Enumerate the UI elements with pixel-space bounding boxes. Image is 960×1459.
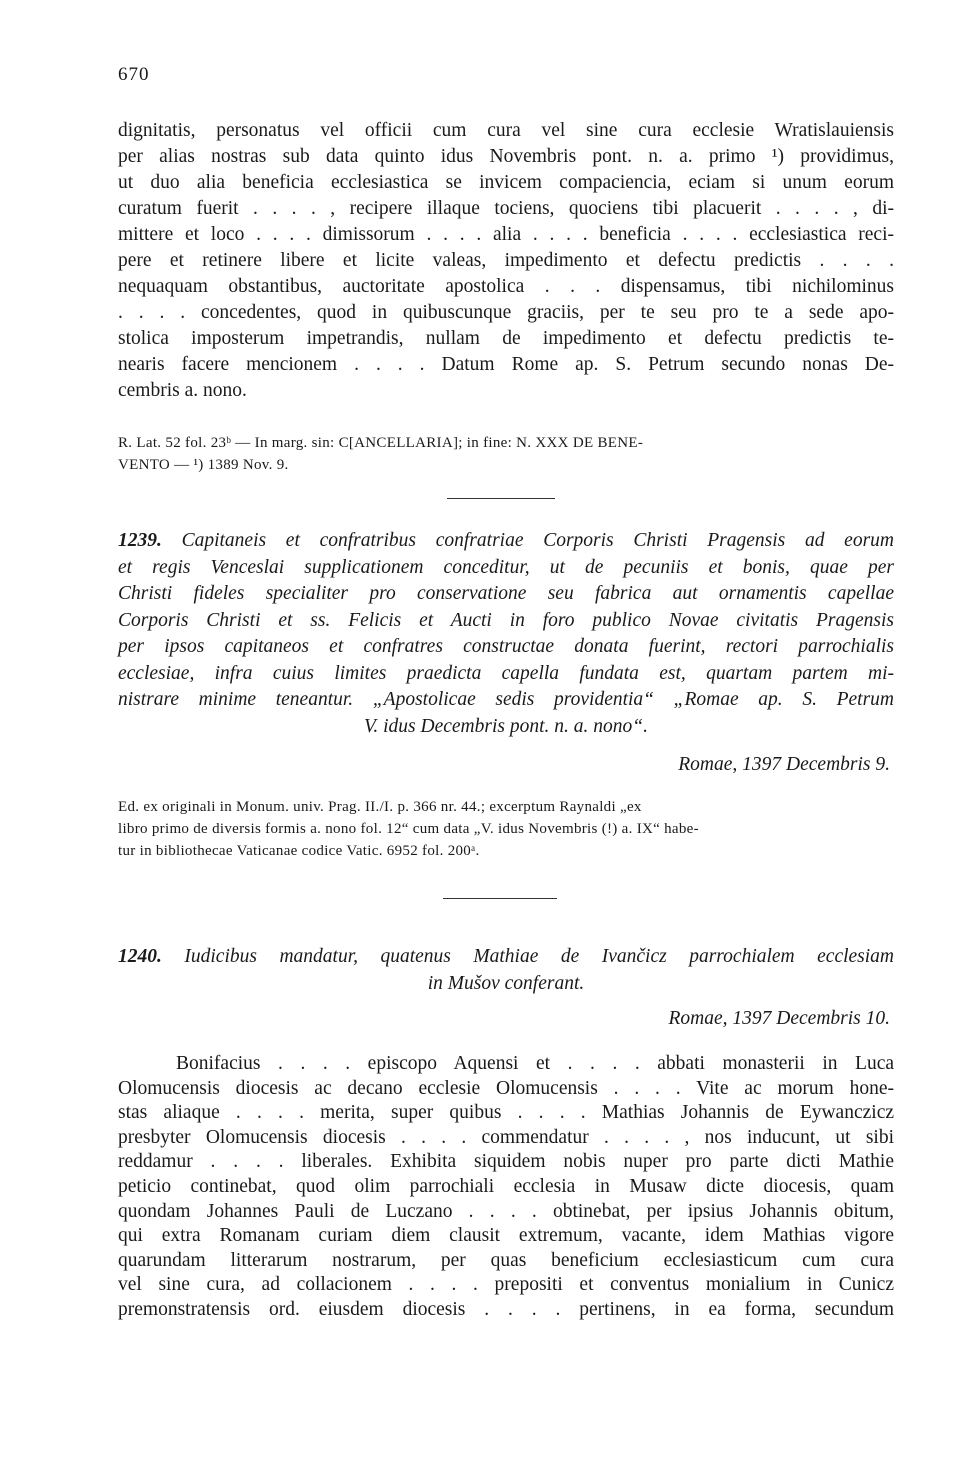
text-line: vel sine cura, ad collacionem . . . . prepositi et conventus monialium in Cunicz <box>118 1274 894 1296</box>
text-line: qui extra Romanam curiam diem clausit extremum, vacante, idem Mathias vigore <box>118 1225 894 1247</box>
note-line: VENTO — ¹) 1389 Nov. 9. <box>118 457 289 473</box>
entry-1240 <box>118 944 894 997</box>
text-line: premonstratensis ord. eiusdem diocesis . . . . pertinens, in ea forma, secundum <box>118 1298 894 1320</box>
entry-1239 <box>118 528 894 740</box>
text-line: nearis facere mencionem . . . . Datum Rome ap. S. Petrum secundo nonas De- <box>118 354 894 375</box>
text-line <box>118 1052 894 1077</box>
section-divider <box>443 898 557 899</box>
entry-line: in Mušov conferant. <box>427 972 585 994</box>
text-line: stolica imposterum impetrandis, nullam de impedimento et defectu predictis te- <box>118 328 894 349</box>
text-line: per alias nostras sub data quinto idus Novembris pont. n. a. primo ¹) providimus, <box>118 146 894 167</box>
paragraph-continuation <box>118 118 894 404</box>
entry-line: V. idus Decembris pont. n. a. nono“. <box>363 715 649 737</box>
entry-line: per ipsos capitaneos et confratres constructae donata fuerint, rectori parrochialis <box>118 636 894 657</box>
text-line: curatum fuerit . . . . , recipere illaque tociens, quociens tibi placuerit . . . . , di- <box>118 198 894 219</box>
text-line: reddamur . . . . liberales. Exhibita siquidem nobis nuper pro parte dicti Mathie <box>118 1151 894 1173</box>
entry-line: nistrare minime teneantur. „Apostolicae sedis providentia“ „Romae ap. S. Petrum <box>118 689 894 710</box>
entry-line: ecclesiae, infra cuius limites praedicta capella fundata est, quartam partem mi- <box>118 662 894 684</box>
page-number: 670 <box>118 64 150 85</box>
text-line: stas aliaque . . . . merita, super quibus . . . . Mathias Johannis de Eywanczicz <box>118 1102 894 1124</box>
source-note <box>118 432 894 476</box>
entry-1240-body <box>118 1052 894 1323</box>
entry-line: Corporis Christi et ss. Felicis et Aucti in foro publico Novae civitatis Pragensis <box>118 609 894 631</box>
edition-note <box>118 796 894 862</box>
entry-text: Capitaneis et confratribus confratriae Corporis Christi Pragensis ad eorum <box>181 530 894 551</box>
text-line: dignitatis, personatus vel officii cum cura vel sine cura ecclesie Wratislauiensis <box>118 120 894 141</box>
entry-heading-line <box>118 944 894 971</box>
text-line: ut duo alia beneficia ecclesiastica se invicem compaciencia, eciam si unum eorum <box>118 172 894 193</box>
entry-date: Romae, 1397 Decembris 10. <box>668 1008 890 1029</box>
entry-line: Christi fideles specialiter pro conservatione seu fabrica aut ornamentis capellae <box>118 583 894 604</box>
text-line: pere et retinere libere et licite valeas, impedimento et defectu predictis . . . . <box>118 250 894 271</box>
note-line: R. Lat. 52 fol. 23ᵇ — In marg. sin: C[ANCELLARIA]; in fine: N. XXX DE BENE- <box>118 435 644 451</box>
text-line: cembris a. nono. <box>118 380 247 401</box>
text-line: quondam Johannes Pauli de Luczano . . . . obtinebat, per ipsius Johannis obitum, <box>118 1200 894 1222</box>
entry-line: et regis Venceslai supplicationem conceditur, ut de pecuniis et bonis, quae per <box>118 556 894 578</box>
note-line: libro primo de diversis formis a. nono fol. 12“ cum data „V. idus Novembris (!) a. IX“ habe- <box>118 821 699 837</box>
text-line: presbyter Olomucensis diocesis . . . . commendatur . . . . , nos inducunt, ut sibi <box>118 1126 894 1148</box>
text-line-content: Bonifacius . . . . episcopo Aquensi et . . . . abbati monasterii in Luca <box>176 1053 894 1074</box>
entry-number: 1239. <box>118 530 162 551</box>
entry-date: Romae, 1397 Decembris 9. <box>678 754 890 775</box>
text-line: mittere et loco . . . . dimissorum . . . . alia . . . . beneficia . . . . ecclesiastica reci- <box>118 224 894 245</box>
text-line: nequaquam obstantibus, auctoritate apostolica . . . dispensamus, tibi nichilominus <box>118 276 894 297</box>
entry-text: Iudicibus mandatur, quatenus Mathiae de Ivančicz parrochialem ecclesiam <box>184 946 895 967</box>
section-divider <box>447 498 555 499</box>
text-line: quarundam litterarum nostrarum, per quas beneficium ecclesiasticum cum cura <box>118 1249 894 1271</box>
entry-heading-line <box>118 528 894 555</box>
note-line: Ed. ex originali in Monum. univ. Prag. II./I. p. 366 nr. 44.; excerptum Raynaldi „ex <box>118 799 642 815</box>
text-line: Olomucensis diocesis ac decano ecclesie Olomucensis . . . . Vite ac morum hone- <box>118 1077 894 1099</box>
text-line: peticio continebat, quod olim parrochiali ecclesia in Musaw dicte diocesis, quam <box>118 1175 894 1197</box>
entry-number: 1240. <box>118 946 162 967</box>
note-line: tur in bibliothecae Vaticanae codice Vatic. 6952 fol. 200ᵃ. <box>118 843 480 859</box>
text-line: . . . . concedentes, quod in quibuscunque graciis, per te seu pro te a sede apo- <box>118 302 894 323</box>
